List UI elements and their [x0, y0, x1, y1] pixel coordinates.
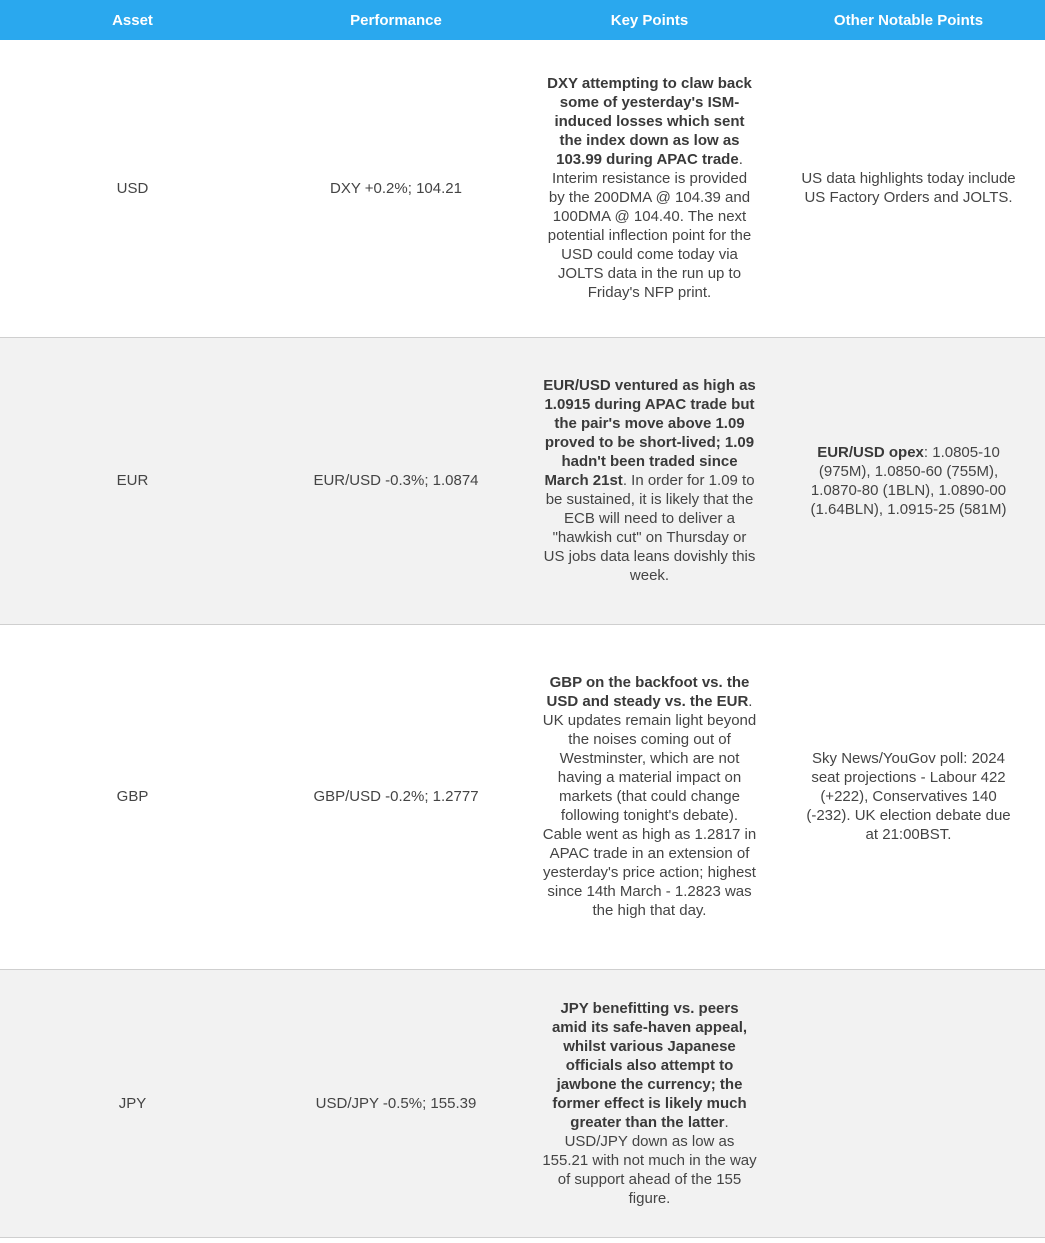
asset-cell: JPY	[0, 969, 265, 1237]
performance-cell: DXY +0.2%; 104.21	[265, 40, 527, 337]
header-key-points: Key Points	[527, 0, 772, 40]
key-points-text: . USD/JPY down as low as 155.21 with not much in the way of support ahead of the 155 figure.	[542, 1113, 757, 1207]
key-points-cell	[527, 969, 772, 1237]
performance-cell: USD/JPY -0.5%; 155.39	[265, 969, 527, 1237]
table-row-usd	[0, 40, 1045, 337]
key-points-cell	[527, 337, 772, 624]
notes-text: US data highlights today include US Factory Orders and JOLTS.	[801, 170, 1016, 207]
asset-cell: GBP	[0, 624, 265, 969]
asset-cell: USD	[0, 40, 265, 337]
notes-text: : 1.0805-10 (975M), 1.0850-60 (755M), 1.0870-80 (1BLN), 1.0890-00 (1.64BLN), 1.0915-25 (581M)	[810, 443, 1007, 518]
header-performance: Performance	[265, 0, 527, 40]
key-points-bold: EUR/USD ventured as high as 1.0915 during APAC trade but the pair's move above 1.09 proved to be short-lived; 1.09 hadn't been traded since March 21st	[543, 377, 756, 489]
key-points-text: . Interim resistance is provided by the 200DMA @ 104.39 and 100DMA @ 104.40. The next potential inflection point for the USD could come today via JOLTS data in the run up to Friday's NFP print.	[547, 151, 752, 302]
notes-cell	[772, 969, 1045, 1237]
performance-cell: EUR/USD -0.3%; 1.0874	[265, 337, 527, 624]
notes-cell	[772, 337, 1045, 624]
key-points-cell	[527, 624, 772, 969]
key-points-bold: JPY benefitting vs. peers amid its safe-haven appeal, whilst various Japanese officials also attempt to jawbone the currency; the former effect is likely much greater than the latter	[551, 999, 748, 1131]
table-row-jpy	[0, 969, 1045, 1237]
notes-cell	[772, 40, 1045, 337]
header-asset: Asset	[0, 0, 265, 40]
notes-cell	[772, 624, 1045, 969]
key-points-text: . In order for 1.09 to be sustained, it is likely that the ECB will need to deliver a "hawkish cut" on Thursday or US jobs data leans dovishly this week.	[543, 472, 756, 584]
header-row	[0, 0, 1045, 40]
notes-text: Sky News/YouGov poll: 2024 seat projections - Labour 422 (+222), Conservatives 140 (-232). UK election debate due at 21:00BST.	[806, 750, 1011, 843]
table-row-gbp	[0, 624, 1045, 969]
key-points-bold: GBP on the backfoot vs. the USD and steady vs. the EUR	[546, 674, 750, 710]
table-row-eur	[0, 337, 1045, 624]
key-points-bold: DXY attempting to claw back some of yesterday's ISM-induced losses which sent the index down as low as 103.99 during APAC trade	[547, 75, 752, 169]
notes-bold: EUR/USD opex	[817, 443, 924, 461]
key-points-text: . UK updates remain light beyond the noises coming out of Westminster, which are not having a material impact on markets (that could change following tonight's debate). Cable went as high as 1.2817 in APAC trade in an extension of yesterday's price action; highest since 14th March - 1.2823 was the high that day.	[542, 693, 757, 919]
asset-cell: EUR	[0, 337, 265, 624]
performance-cell: GBP/USD -0.2%; 1.2777	[265, 624, 527, 969]
header-other-notable-points: Other Notable Points	[772, 0, 1045, 40]
key-points-cell	[527, 40, 772, 337]
